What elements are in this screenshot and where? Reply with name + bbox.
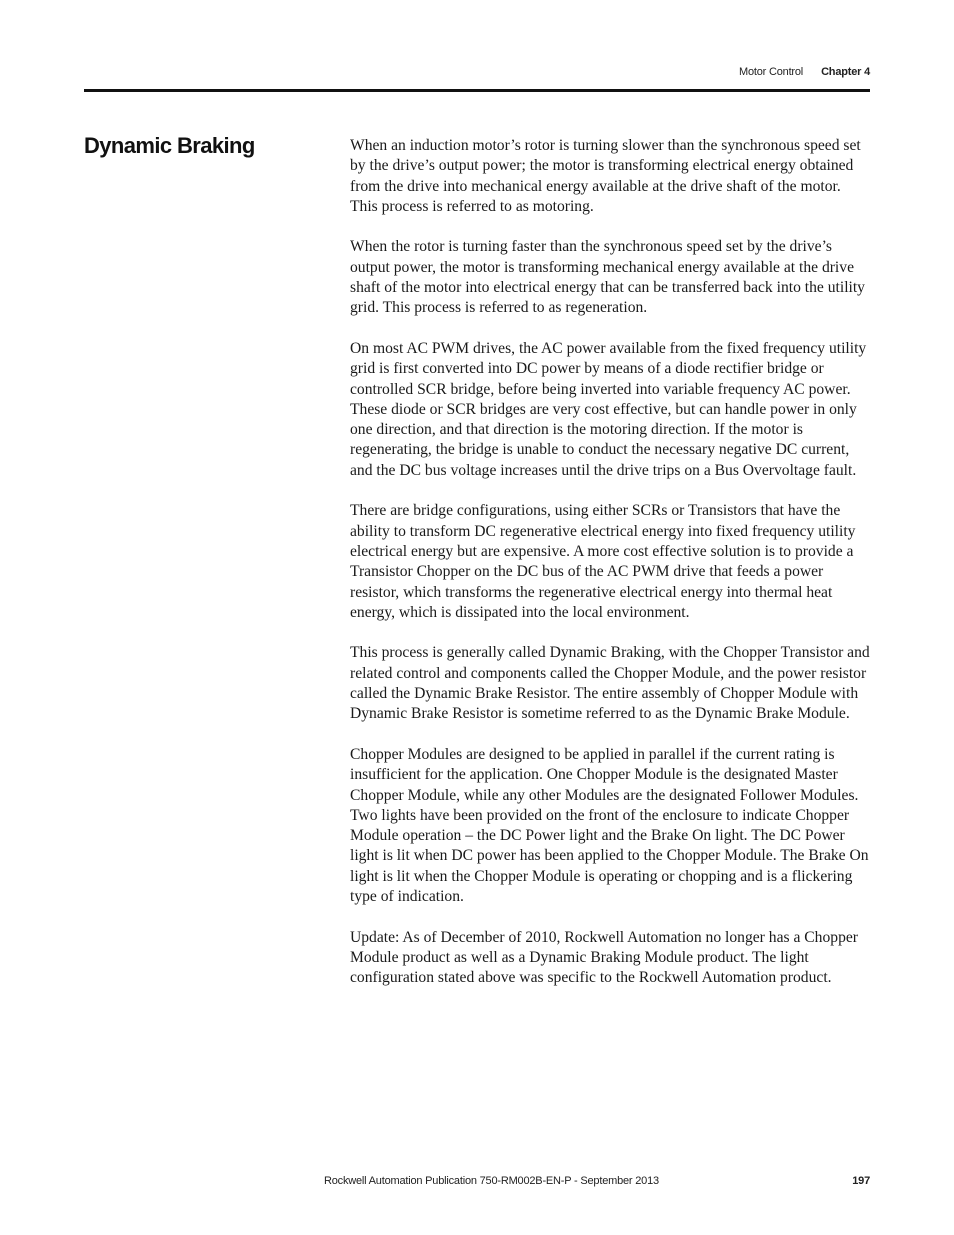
header-rule [84,89,870,92]
paragraph-ac-pwm-drives: On most AC PWM drives, the AC power available from the fixed frequency utility grid is first converted into DC power by means of a diode rectifier bridge or controlled SCR bridge, before being inverted into variable frequency AC power. These diode or SCR bridges are very cost effective, but can handle power in only one direction, and that direction is the motoring direction. If the motor is regenerating, the bridge is unable to conduct the necessary negative DC current, and the DC bus voltage increases until the drive trips on a Bus Overvoltage fault. [350,339,867,479]
paragraph-regeneration: When the rotor is turning faster than the synchronous speed set by the drive’s output power, the motor is transforming mechanical energy available at the drive shaft of the motor into electrical energy that can be transferred back into the utility grid. This process is referred to as regeneration. [350,238,865,317]
paragraph-dynamic-braking-definition: This process is generally called Dynamic Braking, with the Chopper Transistor and related control and components called the Chopper Module, and the power resistor called the Dynamic Brake Resistor. The entire assembly of Chopper Module with Dynamic Brake Resistor is sometime referred to as the Dynamic Brake Module. [350,644,870,723]
paragraph-motoring: When an induction motor’s rotor is turning slower than the synchronous speed set by the drive’s output power; the motor is transforming electrical energy obtained from the drive into mechanical energy available at the drive shaft of the motor. This process is referred to as motoring. [350,137,861,215]
running-header [739,66,870,78]
paragraph-update: Update: As of December of 2010, Rockwell Automation no longer has a Chopper Module product as well as a Dynamic Braking Module product. The light configuration stated above was specific to the Rockwell Automation product. [350,928,858,987]
body-text [350,136,872,1009]
footer-page-number: 197 [852,1175,870,1187]
footer-publication: Rockwell Automation Publication 750-RM002B-EN-P - September 2013 [324,1175,659,1187]
paragraph-chopper-modules: Chopper Modules are designed to be applied in parallel if the current rating is insufficient for the application. One Chopper Module is the designated Master Chopper Module, while any other Modules are the designated Follower Modules. Two lights have been provided on the front of the enclosure to indicate Chopper Module operation – the DC Power light and the Brake On light. The DC Power light is lit when DC power has been applied to the Chopper Module. The Brake On light is lit when the Chopper Module is operating or chopping and is a flickering type of indication. [350,745,869,905]
header-section-name: Motor Control [739,66,804,78]
header-chapter: Chapter 4 [821,66,870,78]
section-title: Dynamic Braking [84,133,255,158]
paragraph-bridge-configurations: There are bridge configurations, using either SCRs or Transistors that have the ability to transform DC regenerative electrical energy into fixed frequency utility electrical energy but are expensive. A more cost effective solution is to provide a Transistor Chopper on the DC bus of the AC PWM drive that feeds a power resistor, which transforms the regenerative electrical energy into thermal heat energy, which is dissipated into the local environment. [350,502,856,621]
